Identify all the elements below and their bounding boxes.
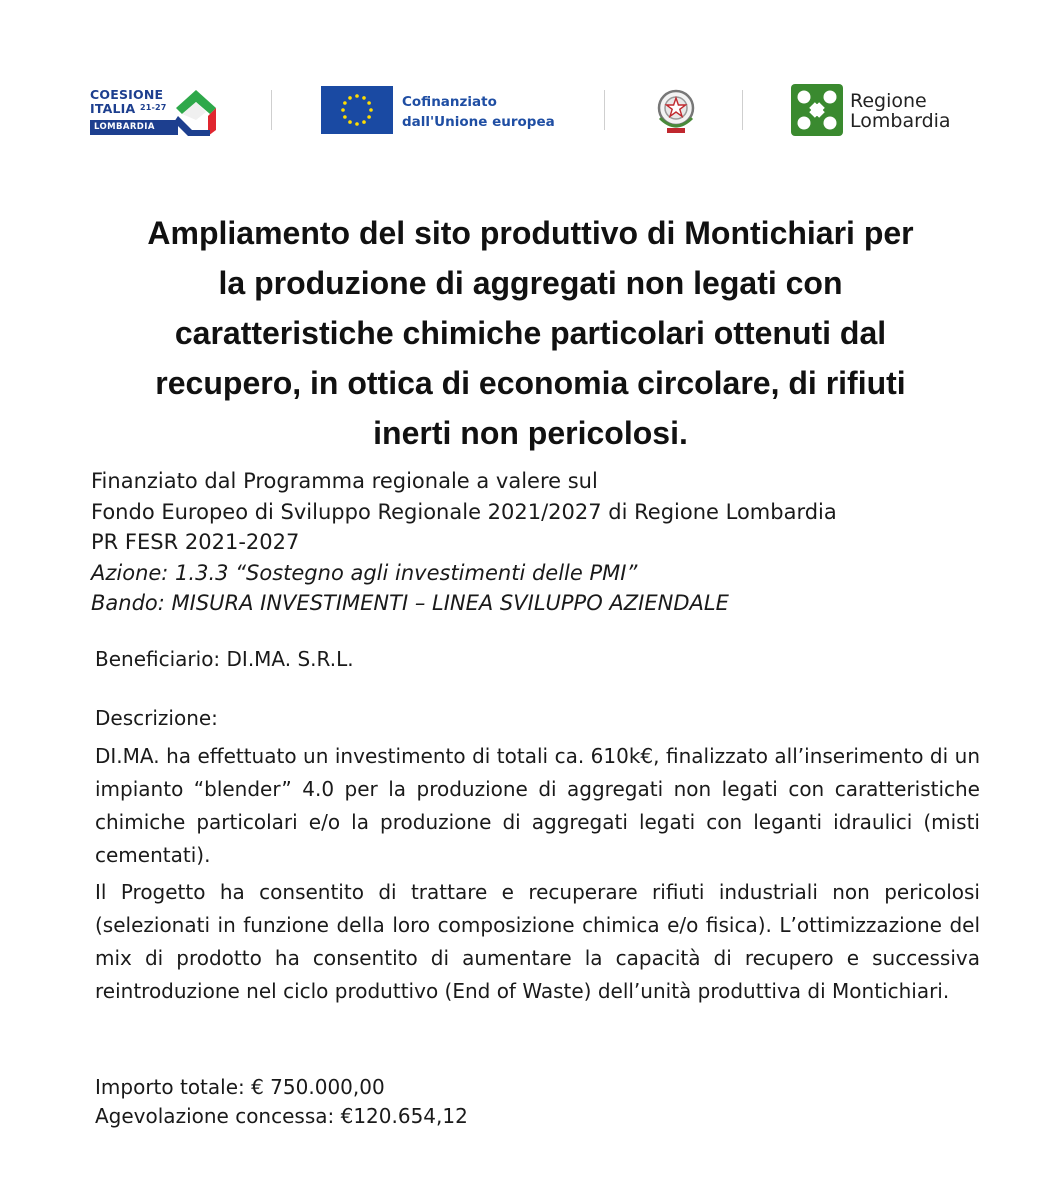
title-line: Ampliamento del sito produttivo di Montichiari per	[147, 215, 914, 251]
eu-line2: dall'Unione europea	[402, 114, 555, 130]
italian-emblem-icon	[652, 84, 700, 136]
logo-separator	[742, 90, 743, 130]
title-line: recupero, in ottica di economia circolare, di rifiuti	[155, 365, 906, 401]
coesione-line2-wrap	[90, 101, 167, 115]
coesione-line2: ITALIA	[90, 101, 136, 116]
funding-line2: Fondo Europeo di Sviluppo Regionale 2021/2027 di Regione Lombardia	[91, 499, 837, 524]
regione-lombardia-mark-icon	[791, 84, 843, 136]
logo-bar	[0, 78, 1061, 148]
beneficiario: Beneficiario: DI.MA. S.R.L.	[95, 647, 354, 671]
eu-flag-icon	[321, 86, 393, 134]
funding-info	[91, 466, 837, 619]
coesione-arrow-icon	[170, 86, 222, 138]
eu-line1: Cofinanziato	[402, 94, 497, 110]
regione-line1: Regione	[850, 90, 927, 112]
eu-cofinanziato-text	[402, 92, 555, 132]
regione-line2: Lombardia	[850, 110, 951, 132]
funding-line3: PR FESR 2021-2027	[91, 530, 300, 554]
descrizione-heading: Descrizione:	[95, 706, 218, 730]
title-line: la produzione di aggregati non legati con	[218, 265, 843, 301]
title-line: inerti non pericolosi.	[373, 415, 688, 451]
title-line: caratteristiche chimiche particolari ottenuti dal	[174, 315, 887, 351]
coesione-badge: LOMBARDIA	[90, 120, 178, 135]
funding-bando: Bando: MISURA INVESTIMENTI – LINEA SVILUPPO AZIENDALE	[91, 591, 729, 615]
funding-line1: Finanziato dal Programma regionale a valere sul	[91, 469, 598, 493]
funding-azione: Azione: 1.3.3 “Sostegno agli investimenti delle PMI”	[91, 560, 638, 585]
logo-separator	[271, 90, 272, 130]
regione-lombardia-text	[850, 91, 951, 131]
coesione-years: 21-27	[139, 103, 167, 112]
coesione-italia-logo	[90, 84, 222, 142]
descrizione-paragraph-1: DI.MA. ha effettuato un investimento di totali ca. 610k€, finalizzato all’inserimento di un impianto “blender” 4.0 per la produzione di aggregati non legati con caratteristiche chimiche particolari e/o la produzione di aggregati legati con leganti idraulici (misti cementati).	[95, 744, 980, 867]
coesione-line1: COESIONE	[90, 87, 164, 102]
logo-separator	[604, 90, 605, 130]
page-title	[60, 208, 1001, 458]
descrizione-paragraph-2: Il Progetto ha consentito di trattare e recuperare rifiuti industriali non pericolosi (selezionati in funzione della loro composizione chimica e/o fisica). L’ottimizzazione del mix di prodotto ha consentito di aumentare la capacità di recupero e successiva reintroduzione nel ciclo produttivo (End of Waste) dell’unità produttiva di Montichiari.	[95, 880, 980, 1003]
importo-totale: Importo totale: € 750.000,00	[95, 1075, 385, 1099]
agevolazione-concessa: Agevolazione concessa: €120.654,12	[95, 1104, 468, 1128]
